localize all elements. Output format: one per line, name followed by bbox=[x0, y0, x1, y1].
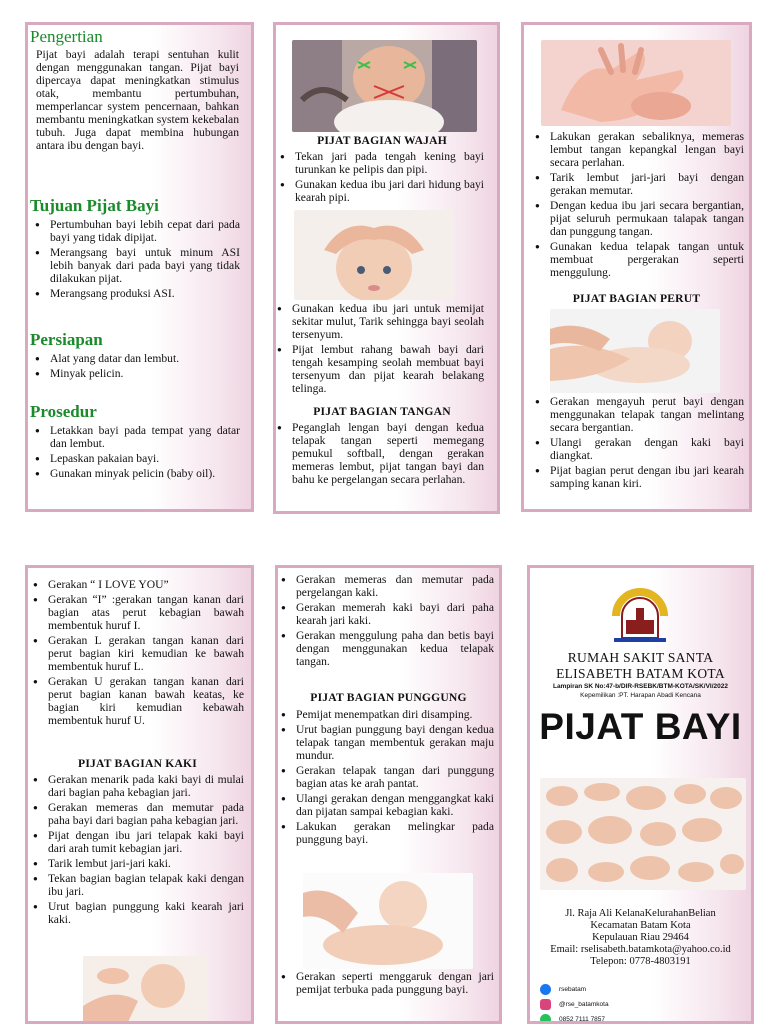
hospital-name-line2: ELISABETH BATAM KOTA bbox=[556, 666, 725, 681]
punggung-list-b bbox=[280, 970, 494, 998]
perut-list bbox=[534, 395, 744, 492]
tangan-list-cont bbox=[534, 130, 744, 281]
list-item: ● Alat yang datar dan lembut. bbox=[34, 352, 240, 365]
panel-wajah bbox=[273, 22, 500, 514]
list-item: ● Peganglah lengan bayi dengan kedua telapak tangan seperti memegang pemukul softball, dengan gerakan memeras lembut, pijat tangan bayi dan bahu ke pergelangan secara perlahan. bbox=[276, 421, 484, 486]
list-item: ● Tekan bagian bagian telapak kaki dengan ibu jari. bbox=[32, 872, 244, 898]
heading-perut: PIJAT BAGIAN PERUT bbox=[572, 292, 701, 305]
whatsapp-number: 0852 7111 7857 bbox=[559, 1016, 606, 1023]
heading-tangan: PIJAT BAGIAN TANGAN bbox=[313, 405, 451, 418]
social-facebook[interactable] bbox=[540, 984, 586, 995]
love-list bbox=[32, 578, 244, 729]
facebook-handle: rsebatam bbox=[559, 986, 587, 993]
baby-collage-photo bbox=[540, 778, 746, 890]
list-item: ● Gunakan kedua ibu jari dari hidung bayi kearah pipi. bbox=[279, 178, 484, 204]
list-item: ● Gerakan telapak tangan dari punggung bagian atas ke arah pantat. bbox=[280, 764, 494, 790]
list-item: ● Tekan jari pada tengah kening bayi turunkan ke pelipis dan pipi. bbox=[279, 150, 484, 176]
list-item: ● Gerakan “ I LOVE YOU” bbox=[32, 578, 244, 591]
list-item: ● Gerakan memerah kaki bayi dari paha kearah jari kaki. bbox=[280, 601, 494, 627]
list-item: ● Gerakan menarik pada kaki bayi di mulai dari bagian paha kebagian jari. bbox=[32, 773, 244, 799]
facebook-icon bbox=[540, 984, 551, 995]
wajah-list-a bbox=[279, 150, 484, 206]
list-item: ● Urut bagian punggung kaki kearah jari kaki. bbox=[32, 900, 244, 926]
heading-pengertian: Pengertian bbox=[30, 27, 103, 46]
pengertian-text: Pijat bayi adalah terapi sentuhan kulit dengan menggunakan tangan. Pijat bayi dipercaya dapat meningkatkan stimulus otak, membantu pertumbuhan, memperlancar system pencernaan, bahkan membantu meningkatkan system kekebalan tubuh. Juga dapat membina hubungan antara ibu dengan bayi. bbox=[36, 48, 239, 152]
kaki-list bbox=[32, 773, 244, 928]
panel-cover bbox=[527, 565, 754, 1024]
heading-persiapan: Persiapan bbox=[30, 330, 103, 349]
instagram-icon bbox=[540, 999, 551, 1010]
list-item: ● Ulangi gerakan dengan kaki bayi diangkat. bbox=[534, 436, 744, 462]
address-line: Kecamatan Batam Kota bbox=[590, 920, 691, 931]
baby-tummy-photo bbox=[550, 309, 720, 393]
baby-hand-photo bbox=[541, 40, 731, 126]
whatsapp-icon bbox=[540, 1014, 551, 1024]
list-item: ● Pijat bagian perut dengan ibu jari kearah samping kanan kiri. bbox=[534, 464, 744, 490]
baby-face-massage-photo bbox=[292, 40, 477, 132]
list-item: ● Lakukan gerakan melingkar pada punggung bayi. bbox=[280, 820, 494, 846]
list-item: ● Gunakan kedua telapak tangan untuk membuat pergerakan seperti menggulung. bbox=[534, 240, 744, 279]
panel-love-kaki bbox=[25, 565, 254, 1024]
punggung-list bbox=[280, 708, 494, 848]
baby-foot-photo bbox=[83, 956, 208, 1022]
panel-pengertian bbox=[25, 22, 254, 512]
list-item: ● Letakkan bayi pada tempat yang datar dan lembut. bbox=[34, 424, 240, 450]
hospital-logo bbox=[612, 586, 668, 646]
list-item: ● Pijat lembut rahang bawah bayi dari tengah kesamping seolah membuat bayi tersenyum dan pijat kearah belakang telinga. bbox=[276, 343, 484, 395]
list-item: ● Gerakan U gerakan tangan kanan dari perut bagian kanan bawah keatas, ke bagian kiri kemudian kebawah membentuk huruf U. bbox=[32, 675, 244, 727]
heading-wajah: PIJAT BAGIAN WAJAH bbox=[317, 134, 447, 147]
heading-punggung: PIJAT BAGIAN PUNGGUNG bbox=[310, 691, 467, 704]
prosedur-list bbox=[34, 424, 240, 482]
list-item: ● Gerakan memeras dan memutar pada paha bayi dari bagian paha kebagian jari. bbox=[32, 801, 244, 827]
instagram-handle: @rse_batamkota bbox=[559, 1001, 609, 1008]
tangan-list bbox=[276, 421, 484, 488]
heading-kaki: PIJAT BAGIAN KAKI bbox=[78, 757, 197, 770]
list-item: ● Pijat dengan ibu jari telapak kaki bayi dari arah tumit kebagian jari. bbox=[32, 829, 244, 855]
list-item: ● Pertumbuhan bayi lebih cepat dari pada bayi yang tidak dipijat. bbox=[34, 218, 240, 244]
list-item: ● Minyak pelicin. bbox=[34, 367, 240, 380]
list-item: ● Lepaskan pakaian bayi. bbox=[34, 452, 240, 465]
list-item: ● Gunakan minyak pelicin (baby oil). bbox=[34, 467, 240, 480]
address-line: Kepulauan Riau 29464 bbox=[592, 932, 689, 943]
list-item: ● Gerakan menggulung paha dan betis bayi dengan menggunakan kedua telapak tangan. bbox=[280, 629, 494, 668]
list-item: ● Dengan kedua ibu jari secara bergantian, pijat seluruh permukaan talapak tangan dan punggung tangan. bbox=[534, 199, 744, 238]
tujuan-list bbox=[34, 218, 240, 302]
list-item: ● Lakukan gerakan sebaliknya, memeras lembut tangan kepangkal lengan bayi secara perlahan. bbox=[534, 130, 744, 169]
panel-punggung bbox=[275, 565, 502, 1024]
panel-tangan-perut bbox=[521, 22, 752, 512]
baby-forehead-photo bbox=[294, 210, 454, 300]
owner-text: Kepemilikan :PT. Harapan Abadi Kencana bbox=[580, 692, 701, 699]
list-item: ● Ulangi gerakan dengan menggangkat kaki dan pijatan sampai kebagian kaki. bbox=[280, 792, 494, 818]
list-item: ● Gerakan memeras dan memutar pada pergelangan kaki. bbox=[280, 573, 494, 599]
baby-back-photo bbox=[303, 873, 473, 969]
brochure-title: PIJAT BAYI bbox=[539, 706, 742, 747]
social-whatsapp[interactable] bbox=[540, 1014, 605, 1024]
kaki-list-cont bbox=[280, 573, 494, 670]
list-item: ● Gerakan “I” :gerakan tangan kanan dari bagian atas perut kebagian bawah membentuk huruf I. bbox=[32, 593, 244, 632]
list-item: ● Tarik lembut jari-jari bayi dengan gerakan memutar. bbox=[534, 171, 744, 197]
email-line: Email: rselisabeth.batamkota@yahoo.co.id bbox=[550, 944, 731, 955]
list-item: ● Gerakan seperti menggaruk dengan jari pemijat terbuka pada punggung bayi. bbox=[280, 970, 494, 996]
license-text: Lampiran SK No:47-b/DIR-RSEBK/BTM-KOTA/SK/VI/2022 bbox=[552, 683, 729, 690]
heading-prosedur: Prosedur bbox=[30, 402, 97, 421]
list-item: ● Gunakan kedua ibu jari untuk memijat sekitar mulut, Tarik sehingga bayi seolah tersenyum. bbox=[276, 302, 484, 341]
address-line: Jl. Raja Ali KelanaKelurahanBelian bbox=[565, 908, 716, 919]
list-item: ● Gerakan mengayuh perut bayi dengan menggunakan telapak tangan melintang secara bergantian. bbox=[534, 395, 744, 434]
social-instagram[interactable] bbox=[540, 999, 609, 1010]
phone-line: Telepon: 0778-4803191 bbox=[590, 956, 691, 967]
persiapan-list bbox=[34, 352, 240, 382]
list-item: ● Gerakan L gerakan tangan kanan dari perut bagian kiri kemudian ke bawah membentuk huruf L. bbox=[32, 634, 244, 673]
list-item: ● Urut bagian punggung bayi dengan kedua telapak tangan membentuk gerakan maju mundur. bbox=[280, 723, 494, 762]
list-item: ● Merangsang bayi untuk minum ASI lebih banyak dari pada bayi yang tidak dilakukan pijat. bbox=[34, 246, 240, 285]
list-item: ● Tarik lembut jari-jari kaki. bbox=[32, 857, 244, 870]
hospital-name-line1: RUMAH SAKIT SANTA bbox=[567, 650, 714, 665]
list-item: ● Merangsang produksi ASI. bbox=[34, 287, 240, 300]
heading-tujuan: Tujuan Pijat Bayi bbox=[30, 196, 159, 215]
list-item: ● Pemijat menempatkan diri disamping. bbox=[280, 708, 494, 721]
wajah-list-b bbox=[276, 302, 484, 397]
